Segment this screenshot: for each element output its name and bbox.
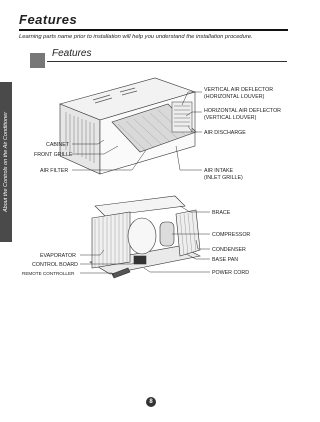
label-compressor: COMPRESSOR xyxy=(212,232,251,238)
label-condenser: CONDENSER xyxy=(212,247,246,253)
side-tab-label: About the Controls on the Air Conditioner xyxy=(3,111,9,213)
label-horizontal-deflector: HORIZONTAL AIR DEFLECTOR xyxy=(204,108,282,114)
label-air-intake: AIR INTAKE xyxy=(204,168,234,174)
ac-unit-illustration xyxy=(60,78,196,174)
label-power-cord: POWER CORD xyxy=(212,270,250,276)
label-front-grille: FRONT GRILLE xyxy=(34,152,73,158)
section-title: Features xyxy=(52,48,92,59)
label-remote-controller: REMOTE CONTROLLER xyxy=(22,271,75,276)
label-air-discharge: AIR DISCHARGE xyxy=(204,130,246,136)
label-horizontal-deflector-sub: (VERTICAL LOUVER) xyxy=(204,115,257,121)
page-title: Features xyxy=(19,12,78,27)
label-cabinet: CABINET xyxy=(46,142,69,148)
label-air-intake-sub: (INLET GRILLE) xyxy=(204,175,243,181)
label-brace: BRACE xyxy=(212,210,231,216)
label-evaporator: EVAPORATOR xyxy=(40,253,76,259)
label-vertical-deflector: VERTICAL AIR DEFLECTOR xyxy=(204,87,274,93)
page-number: 8 xyxy=(146,397,156,407)
intro-text: Learning parts name prior to installation will help you understand the installation procedure. xyxy=(19,34,253,40)
label-control-board: CONTROL BOARD xyxy=(32,262,79,268)
label-vertical-deflector-sub: (HORIZONTAL LOUVER) xyxy=(204,94,265,100)
label-base-pan: BASE PAN xyxy=(212,257,239,263)
label-air-filter: AIR FILTER xyxy=(40,168,69,174)
